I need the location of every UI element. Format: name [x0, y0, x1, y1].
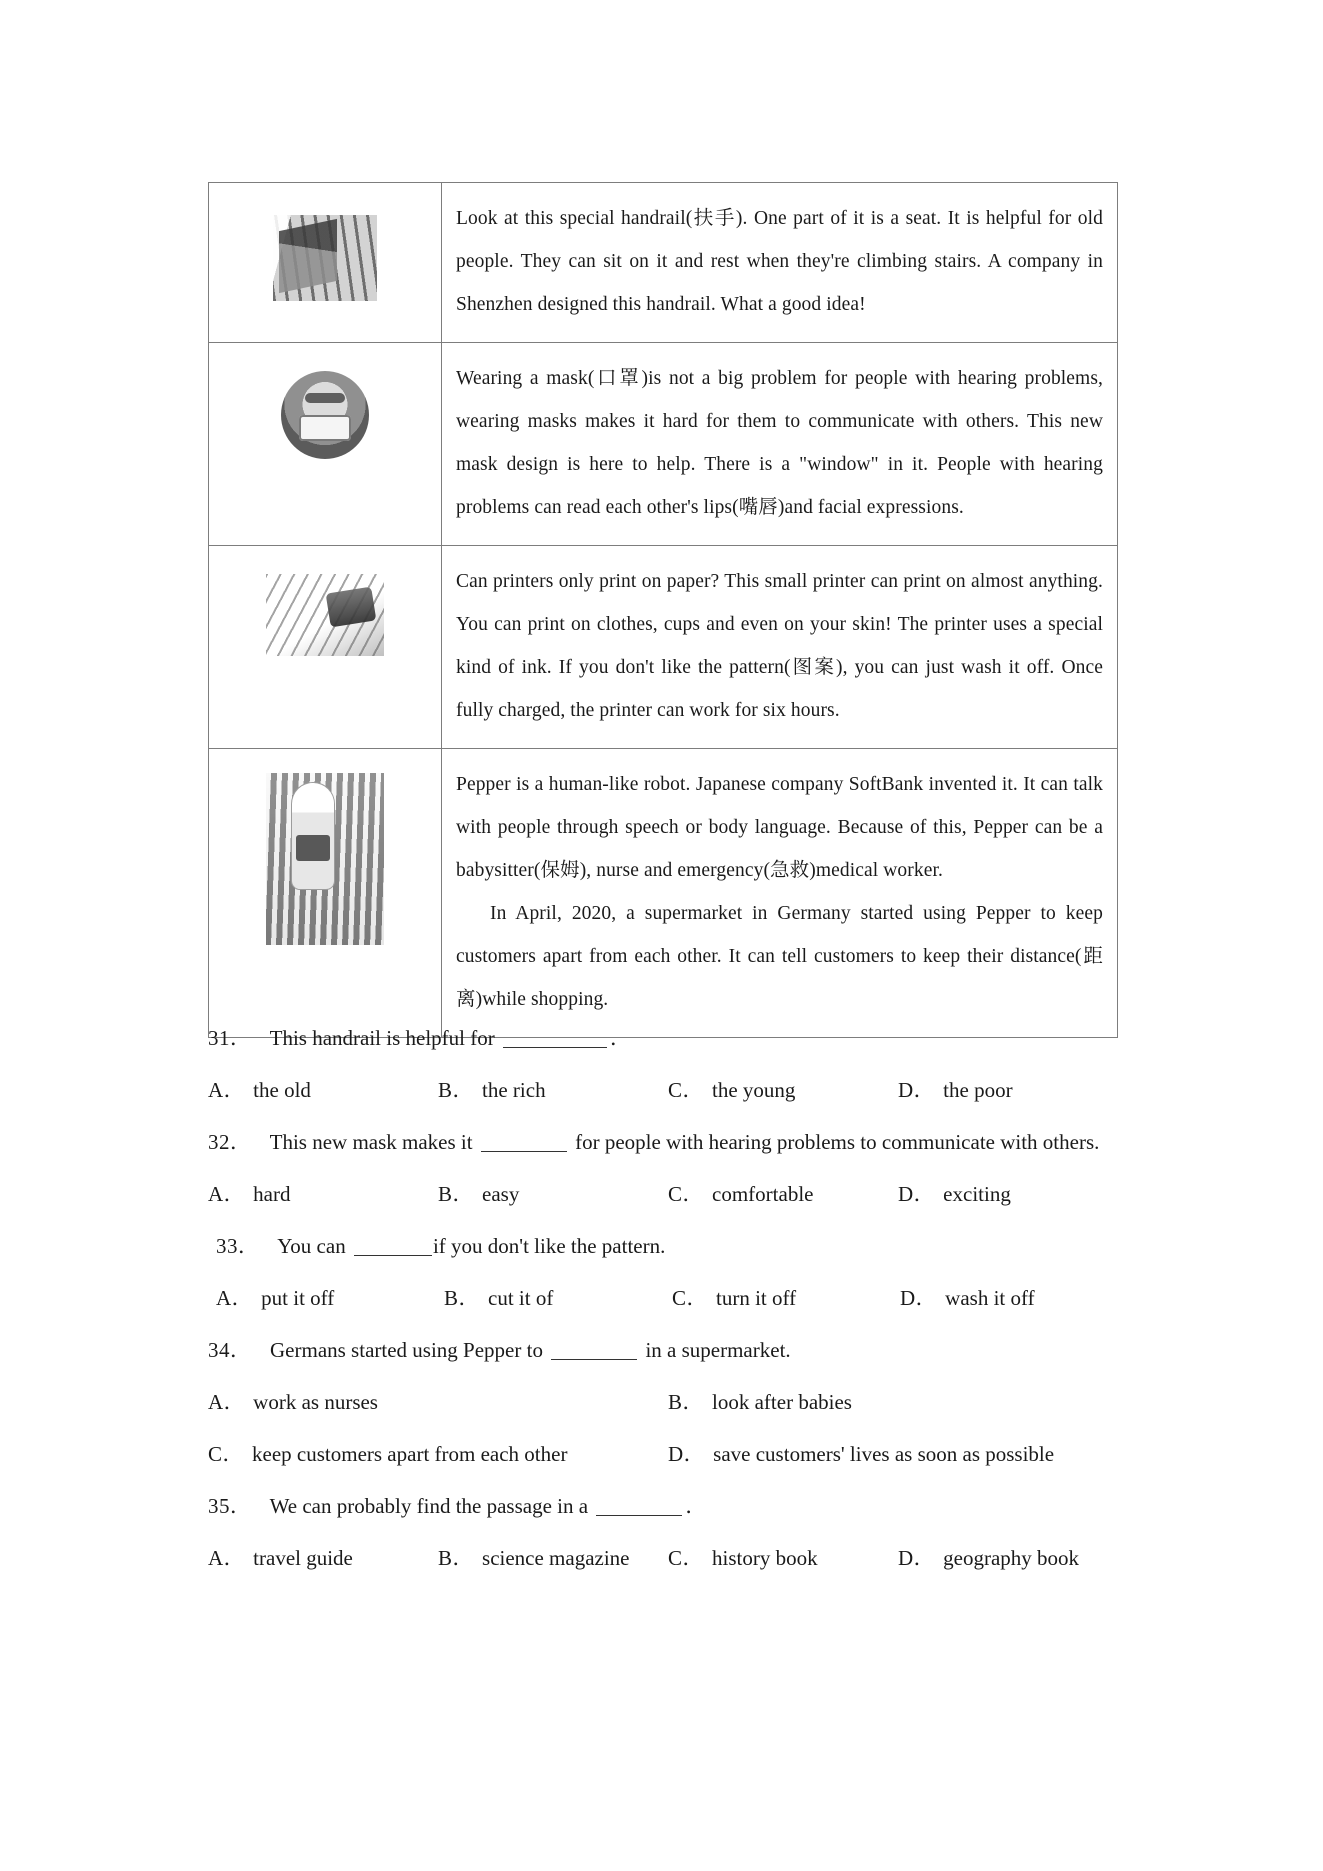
option-d[interactable]: [898, 1168, 1128, 1220]
option-label: exciting: [943, 1182, 1011, 1206]
option-d[interactable]: [898, 1532, 1128, 1584]
option-letter: B．: [668, 1390, 705, 1414]
question-text-tail: in a supermarket.: [640, 1338, 791, 1362]
passage-text-cell: [442, 546, 1118, 749]
option-b[interactable]: [438, 1064, 668, 1116]
option-a[interactable]: [208, 1168, 438, 1220]
question-33: [208, 1220, 1128, 1324]
passage-paragraph: Can printers only print on paper? This small printer can print on almost anything. You can print on clothes, cups and even on your skin! The printer uses a special kind of ink. If you don't like the pattern(图案), you can just wash it off. Once fully charged, the printer can work for six hours.: [456, 571, 1103, 721]
passage-image-cell: [209, 546, 442, 749]
passage-paragraph: Look at this special handrail(扶手). One part of it is a seat. It is helpful for old people. They can sit on it and rest when they're climbing stairs. A company in Shenzhen designed this handrail. What a good idea!: [456, 208, 1103, 315]
option-row: [208, 1064, 1128, 1116]
handrail-photo-icon: [273, 215, 377, 301]
passage-image-cell: [209, 343, 442, 546]
question-text: This new mask makes it: [269, 1130, 478, 1154]
option-label: the old: [253, 1078, 311, 1102]
option-c[interactable]: [208, 1428, 668, 1480]
option-letter: B．: [438, 1546, 475, 1570]
option-letter: C．: [668, 1078, 705, 1102]
question-text: You can: [277, 1234, 351, 1258]
questions-list: [208, 1012, 1128, 1584]
question-text-tail: for people with hearing problems to communicate with others.: [569, 1130, 1100, 1154]
question-text-tail: ．: [610, 1026, 631, 1050]
question-stem: [216, 1220, 1128, 1272]
option-label: geography book: [943, 1546, 1080, 1570]
table-row: [209, 749, 1118, 1038]
option-label: science magazine: [482, 1546, 630, 1570]
option-letter: B．: [438, 1078, 475, 1102]
printer-photo-icon: [266, 574, 384, 656]
option-letter: C．: [668, 1182, 705, 1206]
option-a[interactable]: [208, 1376, 668, 1428]
question-number: 34．: [208, 1338, 252, 1362]
option-letter: C．: [672, 1286, 709, 1310]
option-label: keep customers apart from each other: [252, 1442, 568, 1466]
question-text: Germans started using Pepper to: [270, 1338, 549, 1362]
option-letter: D．: [900, 1286, 938, 1310]
question-number: 31．: [208, 1026, 252, 1050]
option-label: wash it off: [945, 1286, 1035, 1310]
passage-paragraph-text: In April, 2020, a supermarket in Germany started using Pepper to keep customers apart from each other. It can tell customers to keep their distance(距离)while shopping.: [456, 903, 1103, 1010]
option-letter: B．: [444, 1286, 481, 1310]
option-letter: A．: [208, 1546, 246, 1570]
option-label: comfortable: [712, 1182, 814, 1206]
question-31: [208, 1012, 1128, 1116]
option-label: hard: [253, 1182, 291, 1206]
option-b[interactable]: [438, 1532, 668, 1584]
option-label: the poor: [943, 1078, 1013, 1102]
option-label: the young: [712, 1078, 796, 1102]
option-letter: C．: [668, 1546, 705, 1570]
option-label: put it off: [261, 1286, 335, 1310]
passage-text-cell: [442, 343, 1118, 546]
passage-image-cell: [209, 749, 442, 1038]
answer-blank[interactable]: [354, 1255, 432, 1256]
option-letter: A．: [208, 1078, 246, 1102]
pepper-robot-photo-icon: [266, 773, 384, 945]
passage-paragraph: Wearing a mask(口罩)is not a big problem for people with hearing problems, wearing masks makes it hard for them to communicate with others. This new mask design is here to help. There is a "window" in it. People with hearing problems can read each other's lips(嘴唇)and facial expressions.: [456, 368, 1103, 518]
question-stem: [208, 1480, 1128, 1532]
question-text-tail: ．: [685, 1494, 707, 1518]
option-label: save customers' lives as soon as possible: [713, 1442, 1055, 1466]
question-stem: [208, 1324, 1128, 1376]
option-letter: D．: [898, 1546, 936, 1570]
table-row: [209, 546, 1118, 749]
option-letter: D．: [898, 1078, 936, 1102]
question-stem: [208, 1012, 1128, 1064]
question-number: 35．: [208, 1494, 252, 1518]
option-row: [208, 1428, 1128, 1480]
option-c[interactable]: [672, 1272, 900, 1324]
option-a[interactable]: [208, 1532, 438, 1584]
option-letter: C．: [208, 1442, 245, 1466]
option-label: easy: [482, 1182, 520, 1206]
answer-blank[interactable]: [503, 1047, 607, 1048]
question-text-tail: if you don't like the pattern.: [432, 1234, 666, 1258]
passage-paragraph: [456, 892, 1103, 1021]
option-b[interactable]: [438, 1168, 668, 1220]
question-stem: [208, 1116, 1128, 1168]
option-label: work as nurses: [253, 1390, 378, 1414]
option-c[interactable]: [668, 1532, 898, 1584]
option-a[interactable]: [216, 1272, 444, 1324]
question-32: [208, 1116, 1128, 1220]
option-label: history book: [712, 1546, 818, 1570]
passage-image-cell: [209, 183, 442, 343]
question-34: [208, 1324, 1128, 1480]
option-row: [216, 1272, 1128, 1324]
question-number: 33．: [216, 1234, 260, 1258]
option-label: look after babies: [712, 1390, 852, 1414]
option-a[interactable]: [208, 1064, 438, 1116]
answer-blank[interactable]: [551, 1359, 637, 1360]
question-35: [208, 1480, 1128, 1584]
option-row: [208, 1376, 1128, 1428]
option-c[interactable]: [668, 1168, 898, 1220]
option-d[interactable]: [668, 1428, 1128, 1480]
answer-blank[interactable]: [481, 1151, 567, 1152]
option-letter: A．: [216, 1286, 254, 1310]
option-letter: B．: [438, 1182, 475, 1206]
option-label: turn it off: [716, 1286, 797, 1310]
option-label: travel guide: [253, 1546, 353, 1570]
passage-table: [208, 182, 1118, 1038]
mask-photo-icon: [281, 371, 369, 459]
option-letter: A．: [208, 1182, 246, 1206]
option-letter: A．: [208, 1390, 246, 1414]
question-text: We can probably find the passage in a: [269, 1494, 594, 1518]
option-label: the rich: [482, 1078, 546, 1102]
question-number: 32．: [208, 1130, 252, 1154]
passage-text-cell: [442, 183, 1118, 343]
option-b[interactable]: [668, 1376, 1128, 1428]
option-row: [208, 1532, 1128, 1584]
option-letter: D．: [668, 1442, 706, 1466]
option-label: cut it of: [488, 1286, 554, 1310]
option-c[interactable]: [668, 1064, 898, 1116]
option-b[interactable]: [444, 1272, 672, 1324]
option-d[interactable]: [898, 1064, 1128, 1116]
question-text: This handrail is helpful for: [269, 1026, 500, 1050]
option-letter: D．: [898, 1182, 936, 1206]
table-row: [209, 343, 1118, 546]
option-row: [208, 1168, 1128, 1220]
passage-text-cell: [442, 749, 1118, 1038]
table-row: [209, 183, 1118, 343]
passage-paragraph: Pepper is a human-like robot. Japanese company SoftBank invented it. It can talk with people through speech or body language. Because of this, Pepper can be a babysitter(保姆), nurse and emergency(急救)medical worker.: [456, 774, 1103, 881]
option-d[interactable]: [900, 1272, 1128, 1324]
answer-blank[interactable]: [596, 1515, 682, 1516]
